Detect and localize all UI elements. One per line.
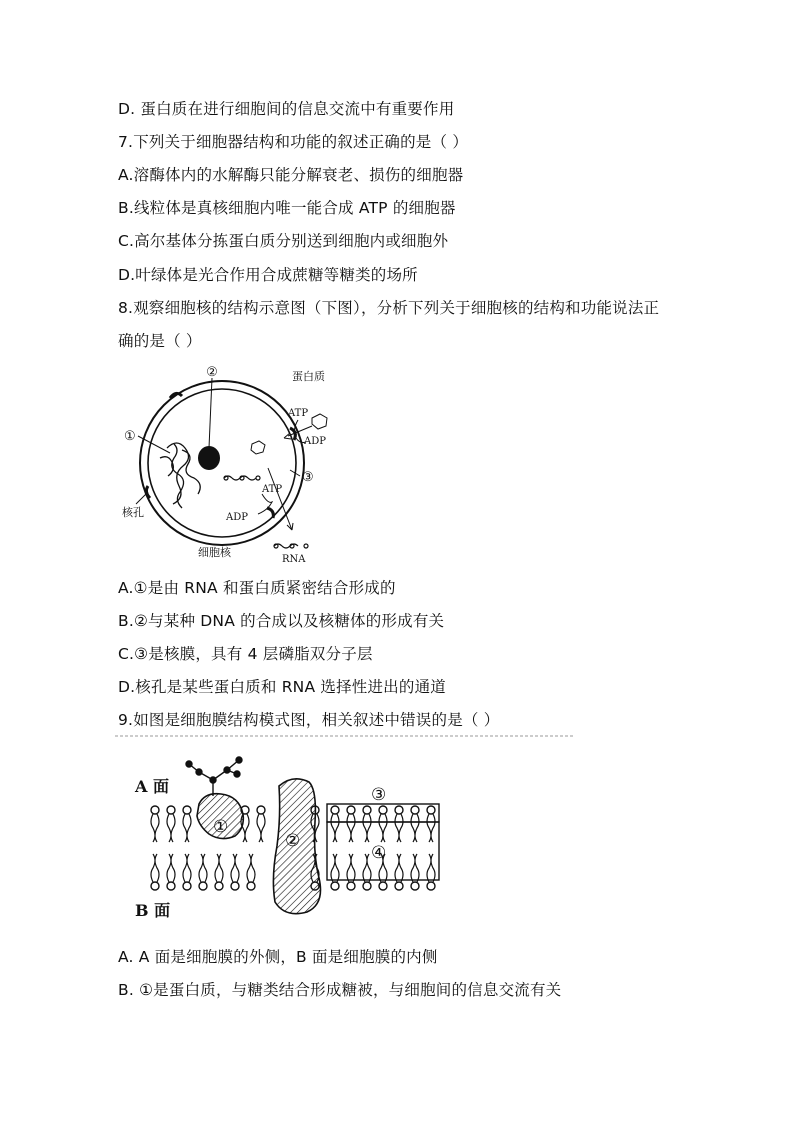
side-a-label: A 面 [135,777,169,796]
nucleus-structure-diagram [112,358,362,568]
label-rna: RNA [282,554,306,565]
sugar-chain [186,757,242,796]
q7-option-a: A.溶酶体内的水解酶只能分解衰老、损伤的细胞器 [118,166,464,184]
chromatin [160,443,200,508]
label-adp-top: ADP [304,436,326,447]
side-b-label: B 面 [135,901,171,920]
label-nucleus: 细胞核 [198,546,231,559]
q8-option-d: D.核孔是某些蛋白质和 RNA 选择性进出的通道 [118,678,446,696]
q7-option-d: D.叶绿体是光合作用合成蔗糖等糖类的场所 [118,266,418,284]
q9-option-a: A. A 面是细胞膜的外侧，B 面是细胞膜的内侧 [118,948,438,966]
label-3: ③ [371,785,387,805]
label-4: ④ [371,843,387,863]
q8-option-c: C.③是核膜，具有 4 层磷脂双分子层 [118,645,373,663]
q8-option-a: A.①是由 RNA 和蛋白质紧密结合形成的 [118,579,396,597]
label-1: ① [213,817,229,837]
q9-stem: 9.如图是细胞膜结构模式图，相关叙述中错误的是（ ） [118,711,500,729]
q9-option-b: B. ①是蛋白质，与糖类结合形成糖被，与细胞间的信息交流有关 [118,981,562,999]
transmembrane-protein-2 [273,779,320,914]
protein-particle-outside [312,414,327,429]
rna-strand-outside [274,544,308,548]
nuclear-pore-bottom [267,508,273,518]
label-3: ③ [302,470,314,485]
nuclear-envelope-outer [140,381,304,545]
nuclear-pore-left [146,486,150,498]
q7-option-c: C.高尔基体分拣蛋白质分别送到细胞内或细胞外 [118,232,449,250]
q8-option-b: B.②与某种 DNA 的合成以及核糖体的形成有关 [118,612,445,630]
cell-membrane-diagram [115,734,585,944]
label-adp-bottom: ADP [226,512,248,523]
label-2: ② [206,365,218,380]
protein-particle-inside [251,441,265,454]
label-pore: 核孔 [122,506,144,519]
q6-option-d: D. 蛋白质在进行细胞间的信息交流中有重要作用 [118,100,455,118]
label-atp-bottom: ATP [262,484,283,495]
nucleolus [198,446,220,470]
label-protein: 蛋白质 [292,370,325,383]
label-2: ② [285,831,301,851]
rna-strand-inside [224,476,260,480]
q7-stem: 7.下列关于细胞器结构和功能的叙述正确的是（ ） [118,133,469,151]
q8-stem-line2: 确的是（ ） [118,332,202,350]
q8-stem-line1: 8.观察细胞核的结构示意图（下图），分析下列关于细胞核的结构和功能说法正 [118,299,660,317]
label-atp-top: ATP [288,408,309,419]
glycoprotein-1 [186,757,243,839]
q7-option-b: B.线粒体是真核细胞内唯一能合成 ATP 的细胞器 [118,199,456,217]
label-1: ① [124,429,136,444]
